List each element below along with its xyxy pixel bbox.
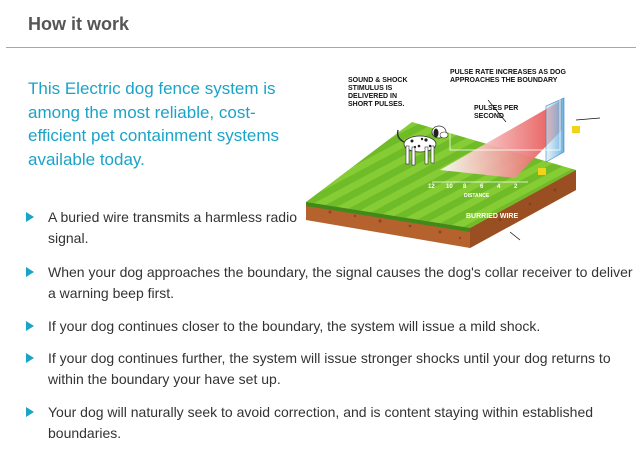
scale-number: 8 [463, 184, 467, 190]
sound-shock-label-line4: SHORT PULSES. [348, 101, 405, 108]
scale-number: 2 [514, 184, 518, 190]
flag-front [538, 168, 546, 175]
bullet-text: Your dog will naturally seek to avoid correction, and is content staying within established boundaries. [48, 404, 594, 441]
scale-number: 10 [446, 184, 453, 190]
sound-shock-label-line1: SOUND & SHOCK [348, 77, 408, 84]
sound-shock-label-line2: STIMULUS IS [348, 85, 393, 92]
flag-right [572, 126, 580, 133]
bullet-item [26, 262, 636, 304]
bullet-text: When your dog approaches the boundary, the signal causes the dog's collar receiver to deliver a warning beep first. [48, 264, 633, 301]
burried-wire-label: BURRIED WIRE [466, 213, 519, 220]
bullet-text: If your dog continues further, the system will issue stronger shocks until your dog returns to within the boundary your have set up. [48, 350, 611, 387]
header-divider [6, 47, 636, 48]
bullet-arrow-icon [26, 321, 34, 331]
wire-pointer [510, 232, 520, 240]
scale-number: 4 [497, 184, 501, 190]
bullet-item [26, 402, 636, 444]
bullet-arrow-icon [26, 267, 34, 277]
bullet-item [26, 348, 636, 390]
pulse-rate-label-line2: APPROACHES THE BOUNDARY [450, 77, 558, 84]
scale-number: 6 [480, 184, 484, 190]
bullet-item [26, 316, 638, 337]
boundary-plane [546, 98, 564, 162]
bullet-arrow-icon [26, 407, 34, 417]
bullet-text: If your dog continues closer to the boundary, the system will issue a mild shock. [48, 318, 541, 334]
flag-pointer [576, 118, 600, 120]
fence-diagram-svg [300, 60, 630, 250]
bullet-arrow-icon [26, 212, 34, 222]
pulses-per-second-line1: PULSES PER [474, 105, 519, 112]
bullet-item [26, 207, 306, 249]
bullet-text: A buried wire transmits a harmless radio signal. [48, 209, 297, 246]
bullet-arrow-icon [26, 353, 34, 363]
page-title: How it work [28, 14, 130, 34]
distance-label: DISTANCE [464, 193, 490, 199]
scale-number: 12 [428, 184, 435, 190]
pulses-per-second-line2: SECOND [474, 113, 504, 120]
sound-shock-label-line3: DELIVERED IN [348, 93, 398, 100]
fence-diagram [300, 60, 630, 250]
intro-text: This Electric dog fence system is among the most reliable, cost-efficient pet containment systems available today. [28, 79, 280, 169]
pulse-rate-label-line1: PULSE RATE INCREASES AS DOG [450, 69, 566, 76]
